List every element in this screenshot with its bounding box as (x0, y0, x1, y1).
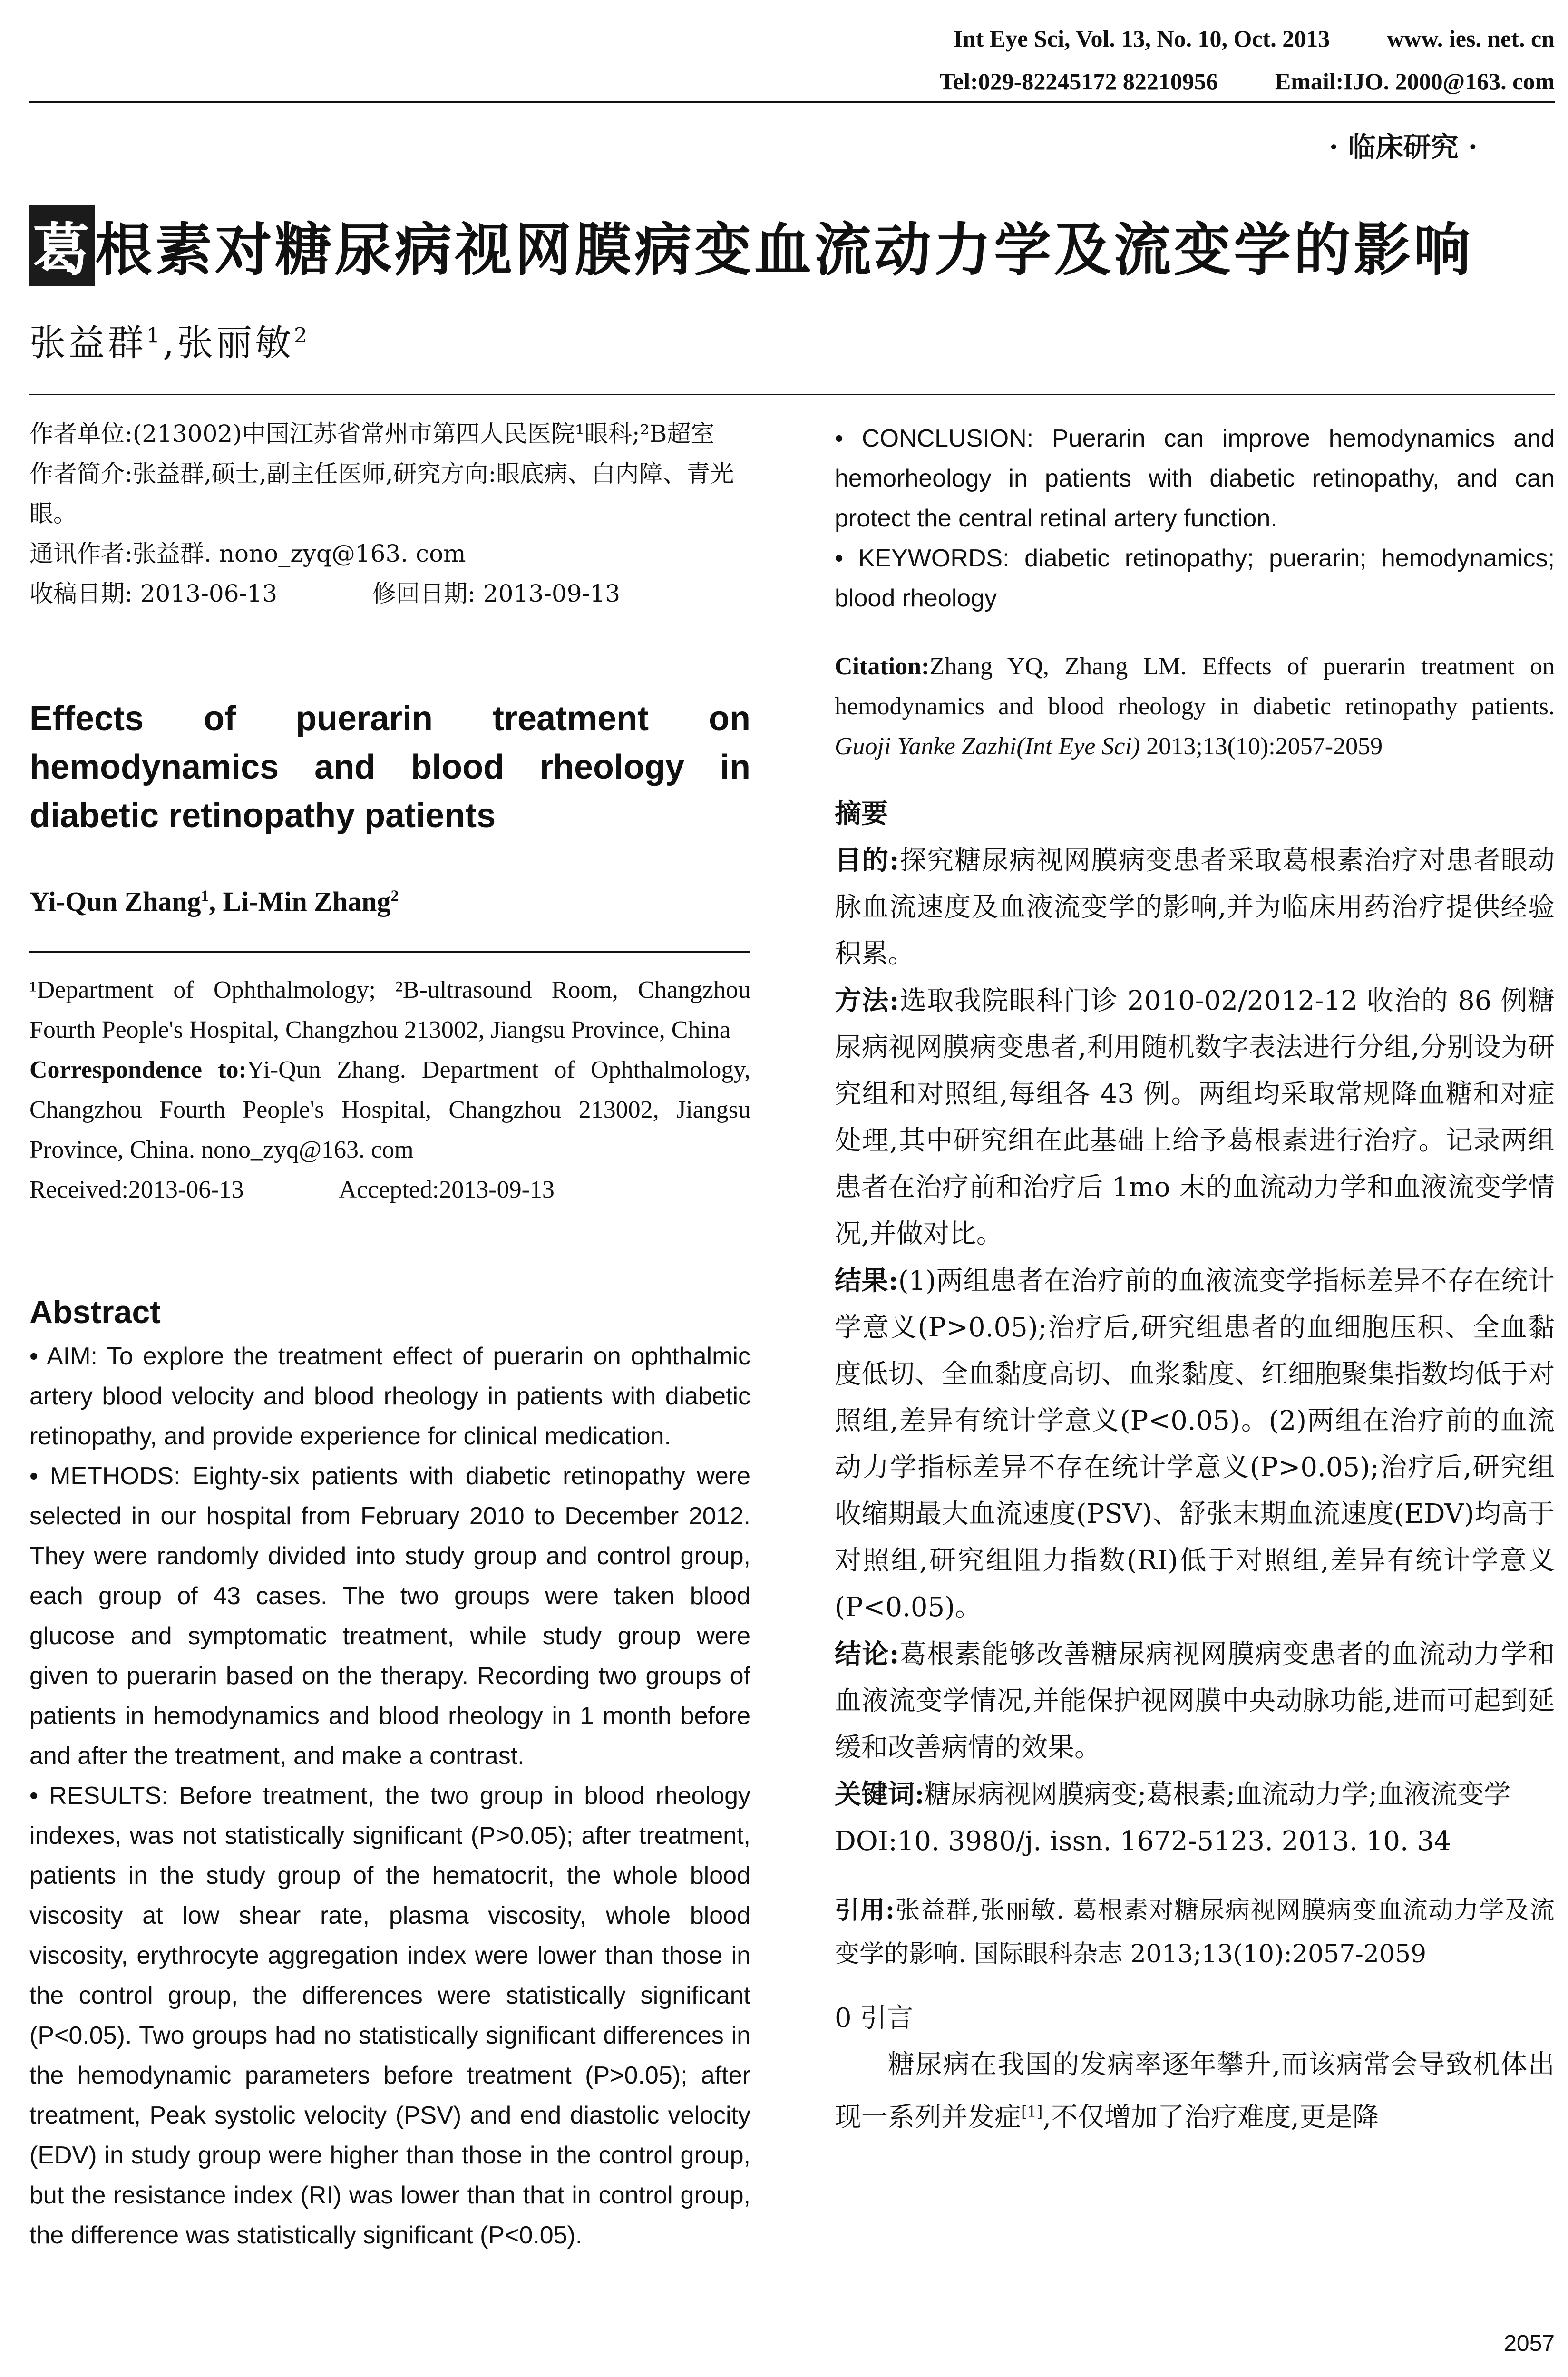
cn-aim-text: 探究糖尿病视网膜病变患者采取葛根素治疗对患者眼动脉血流速度及血液流变学的影响,并为临床用药治疗提供经验积累。 (835, 845, 1555, 969)
bullet-icon: • (29, 1782, 49, 1810)
methods-label: METHODS: (50, 1462, 181, 1490)
citation-en-journal: Guoji Yanke Zazhi(Int Eye Sci) (835, 733, 1140, 760)
abstract-cn-heading: 摘要 (835, 798, 888, 829)
author-cn-2-sup: 2 (294, 323, 311, 348)
english-authors (29, 886, 750, 917)
cn-aim-label: 目的: (835, 845, 899, 876)
author-cn-1-sup: 1 (146, 323, 163, 348)
abstract-conclusion (835, 419, 1555, 538)
results-label: RESULTS: (49, 1782, 168, 1810)
abstract-cn-results (835, 1257, 1555, 1631)
english-title: Effects of puerarin treatment on hemodynamics and blood rheology in diabetic retinopathy patients (29, 700, 750, 835)
citation-en-ref: 2013;13(10):2057-2059 (1146, 733, 1383, 760)
citation-en (835, 647, 1555, 767)
methods-text: Eighty-six patients with diabetic retinopathy were selected in our hospital from February 2010 to December 2012. They were randomly divided into study group and control group, each group of 43 cases. The two groups were taken blood glucose and symptomatic treatment, while study group were given to puerarin based on the therapy. Recording two groups of patients in hemodynamics and blood rheology in 1 month before and after the treatment, and make a contrast. (29, 1462, 750, 1770)
correspondence-en-label: Correspondence to: (29, 1056, 247, 1083)
intro-ref: [1] (1021, 2103, 1043, 2121)
cn-results-label: 结果: (835, 1265, 898, 1296)
received-cn: 收稿日期: 2013-06-13 (29, 580, 278, 607)
title-rest: 根素对糖尿病视网膜病变血流动力学及流变学的影响 (95, 216, 1473, 283)
cn-methods-label: 方法: (835, 985, 899, 1016)
abstract-cn-methods (835, 977, 1555, 1257)
author-en-1: Yi-Qun Zhang (29, 886, 201, 917)
aim-label: AIM: (47, 1343, 97, 1370)
intro-text: 糖尿病在我国的发病率逐年攀升,而该病常会导致机体出现一系列并发症 (835, 2049, 1555, 2133)
author-cn-sep: , (163, 321, 177, 364)
page-number: 2057 (1504, 2331, 1555, 2356)
abstract-methods (29, 1456, 750, 1776)
author-en-1-sup: 1 (201, 887, 209, 905)
keywords-text: diabetic retinopathy; puerarin; hemodynamics; blood rheology (835, 545, 1555, 612)
revised-cn: 修回日期: 2013-09-13 (372, 580, 621, 607)
conclusion-label: CONCLUSION: (862, 425, 1034, 452)
journal-header-line (954, 25, 1555, 52)
author-en-sep: , (209, 886, 223, 917)
journal-website: www. ies. net. cn (1387, 25, 1555, 52)
abstract-right-col (835, 419, 1555, 2141)
author-cn-2: 张丽敏 (177, 321, 294, 364)
citation-en-text: Zhang YQ, Zhang LM. Effects of puerarin treatment on hemodynamics and blood rheology in diabetic retinopathy patients. (835, 653, 1555, 720)
citation-cn-text: 张益群,张丽敏. 葛根素对糖尿病视网膜病变血流动力学及流变学的影响. 国际眼科杂志 2013;13(10):2057-2059 (835, 1896, 1555, 1968)
abstract-heading: Abstract (29, 1294, 161, 1330)
abstract-keywords (835, 538, 1555, 618)
affiliation-block-en (29, 970, 750, 1210)
intro-heading: 0 引言 (835, 2003, 914, 2034)
authors-cn (29, 314, 310, 366)
citation-cn (835, 1889, 1555, 1976)
aim-text: To explore the treatment effect of puerarin on ophthalmic artery blood velocity and blood rheology in patients with diabetic retinopathy, and provide experience for clinical medication. (29, 1343, 750, 1450)
cn-conclusion-text: 葛根素能够改善糖尿病视网膜病变患者的血流动力学和血液流变学情况,并能保护视网膜中央动脉功能,进而可起到延缓和改善病情的效果。 (835, 1639, 1555, 1763)
title-first-char: 葛 (29, 205, 95, 286)
bullet-icon: • (835, 545, 858, 572)
abstract-left-col (29, 1336, 750, 2344)
correspondence-en (29, 1050, 750, 1170)
accepted-en: Accepted:2013-09-13 (339, 1176, 555, 1203)
bullet-icon: • (29, 1343, 47, 1370)
cn-methods-text: 选取我院眼科门诊 2010-02/2012-12 收治的 86 例糖尿病视网膜病变患者,利用随机数字表法进行分组,分别设为研究组和对照组,每组各 43 例。两组均采取常规降血糖和对症处理,其中研究组在此基础上给予葛根素进行治疗。记录两组患者在治疗前和治疗后 1mo 末的血流动力学和血液流变学情况,并做对比。 (835, 985, 1555, 1249)
cn-keywords-label: 关键词: (835, 1779, 925, 1810)
abstract-cn-aim (835, 837, 1555, 977)
cn-results-text: (1)两组患者在治疗前的血液流变学指标差异不存在统计学意义(P>0.05);治疗后,研究组患者的血细胞压积、全血黏度低切、全血黏度高切、血浆黏度、红细胞聚集指数均低于对照组,差异有统计学意义(P<0.05)。(2)两组在治疗前的血流动力学指标差异不存在统计学意义(P>0.05);治疗后,研究组收缩期最大血流速度(PSV)、舒张末期血流速度(EDV)均高于对照组,研究组阻力指数(RI)低于对照组,差异有统计学意义(P<0.05)。 (835, 1266, 1555, 1623)
intro-paragraph (835, 2042, 1555, 2141)
abstract-aim (29, 1336, 750, 1456)
abstract-cn-keywords (835, 1771, 1555, 1818)
received-en: Received:2013-06-13 (29, 1176, 244, 1203)
bio-cn: 作者简介:张益群,硕士,副主任医师,研究方向:眼底病、白内障、青光眼。 (29, 460, 734, 527)
header-rule (29, 101, 1555, 103)
bullet-icon: • (835, 425, 862, 452)
title-rule (29, 394, 1555, 395)
journal-tel: Tel:029-82245172 82210956 (939, 68, 1218, 95)
bullet-icon: • (29, 1462, 50, 1490)
affiliation-cn: 作者单位:(213002)中国江苏省常州市第四人民医院¹眼科;²B超室 (29, 420, 715, 448)
section-tag: · 临床研究 · (1329, 131, 1478, 163)
correspondence-cn: 通讯作者:张益群. nono_zyq@163. com (29, 540, 466, 567)
results-text: Before treatment, the two group in blood rheology indexes, was not statistically significant (P>0.05); after treatment, patients in the study group of the hematocrit, the whole blood viscosity at low shear rate, plasma viscosity, whole blood viscosity, erythrocyte aggregation index were lower than those in the control group, the differences were statistically significant (P<0.05). Two groups had no statistically significant differences in the hemodynamic parameters before treatment (P>0.05); after treatment, Peak systolic velocity (PSV) and end diastolic velocity (EDV) in study group were higher than those in the control group, but the resistance index (RI) was lower than that in control group, the difference was statistically significant (P<0.05). (29, 1782, 750, 2249)
correspondence-en-text: Yi-Qun Zhang. Department of Ophthalmology, Changzhou Fourth People's Hospital, Changzhou 213002, Jiangsu Province, China. nono_zyq@163. com (29, 1056, 750, 1163)
cn-conclusion-label: 结论: (835, 1638, 899, 1670)
conclusion-text: Puerarin can improve hemodynamics and hemorheology in patients with diabetic retinopathy, and can protect the central retinal artery function. (835, 425, 1555, 532)
affiliation-en: ¹Department of Ophthalmology; ²B-ultrasound Room, Changzhou Fourth People's Hospital, Changzhou 213002, Jiangsu Province, China (29, 976, 750, 1043)
abstract-results (29, 1776, 750, 2255)
keywords-label: KEYWORDS: (858, 545, 1010, 572)
citation-cn-label: 引用: (835, 1896, 895, 1925)
paper-title (29, 205, 1473, 286)
english-rule (29, 951, 750, 953)
doi: DOI:10. 3980/j. issn. 1672-5123. 2013. 10. 34 (835, 1826, 1451, 1857)
dates-en (29, 1170, 750, 1210)
journal-info: Int Eye Sci, Vol. 13, No. 10, Oct. 2013 (953, 25, 1330, 52)
abstract-cn-conclusion (835, 1631, 1555, 1771)
citation-en-label: Citation: (835, 653, 930, 680)
dates-cn (29, 574, 750, 614)
journal-email: Email:IJO. 2000@163. com (1275, 68, 1555, 95)
author-en-2: Li-Min Zhang (223, 886, 391, 917)
author-cn-1: 张益群 (29, 321, 146, 364)
journal-contact-line (939, 68, 1555, 95)
author-en-2-sup: 2 (390, 887, 399, 905)
meta-cn (29, 414, 750, 614)
cn-keywords-text: 糖尿病视网膜病变;葛根素;血流动力学;血液流变学 (924, 1779, 1511, 1810)
intro-text-2: ,不仅增加了治疗难度,更是降 (1042, 2102, 1379, 2133)
